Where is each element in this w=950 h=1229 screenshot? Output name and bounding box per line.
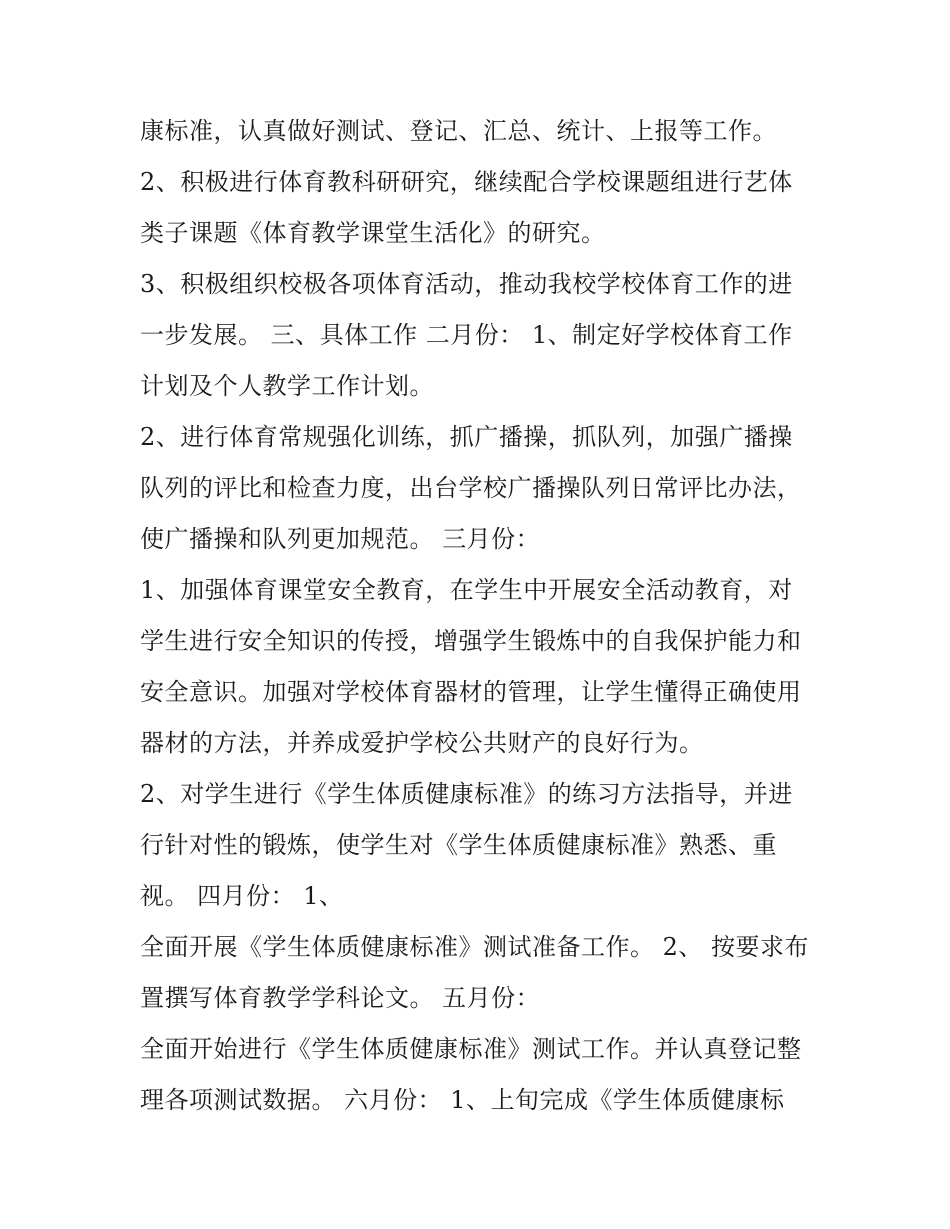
text-line: 全面开始进行《学生体质健康标准》测试工作。并认真登记整: [140, 1035, 802, 1063]
text-line: 学生进行安全知识的传授，增强学生锻炼中的自我保护能力和: [140, 627, 802, 655]
text-line: 3、积极组织校极各项体育活动，推动我校学校体育工作的进: [140, 270, 793, 298]
text-line: 置撰写体育教学学科论文。 五月份：: [140, 984, 541, 1012]
text-line: 行针对性的锻炼，使学生对《学生体质健康标准》熟悉、重: [140, 831, 777, 859]
text-line: 队列的评比和检查力度，出台学校广播操队列日常评比办法，: [140, 474, 802, 502]
text-line: 2、积极进行体育教科研研究，继续配合学校课题组进行艺体: [140, 168, 793, 196]
text-line: 使广播操和队列更加规范。 三月份：: [140, 525, 541, 553]
text-line: 类子课题《体育教学课堂生活化》的研究。: [140, 219, 606, 247]
text-line: 器材的方法，并养成爱护学校公共财产的良好行为。: [140, 729, 704, 757]
document-body: [140, 106, 820, 1126]
text-line: 康标准，认真做好测试、登记、汇总、统计、上报等工作。: [140, 117, 777, 145]
text-line: 一步发展。 三、具体工作 二月份： 1、制定好学校体育工作: [140, 321, 793, 349]
text-line: 安全意识。加强对学校体育器材的管理，让学生懂得正确使用: [140, 678, 802, 706]
text-line: 全面开展《学生体质健康标准》测试准备工作。 2、 按要求布: [140, 933, 810, 961]
text-line: 1、加强体育课堂安全教育，在学生中开展安全活动教育，对: [140, 576, 793, 604]
text-line: 计划及个人教学工作计划。: [140, 372, 434, 400]
text-line: 理各项测试数据。 六月份： 1、上旬完成《学生体质健康标: [140, 1086, 785, 1114]
text-line: 视。 四月份： 1、: [140, 882, 344, 910]
text-line: 2、对学生进行《学生体质健康标准》的练习方法指导，并进: [140, 780, 793, 808]
text-line: 2、进行体育常规强化训练，抓广播操，抓队列，加强广播操: [140, 423, 793, 451]
